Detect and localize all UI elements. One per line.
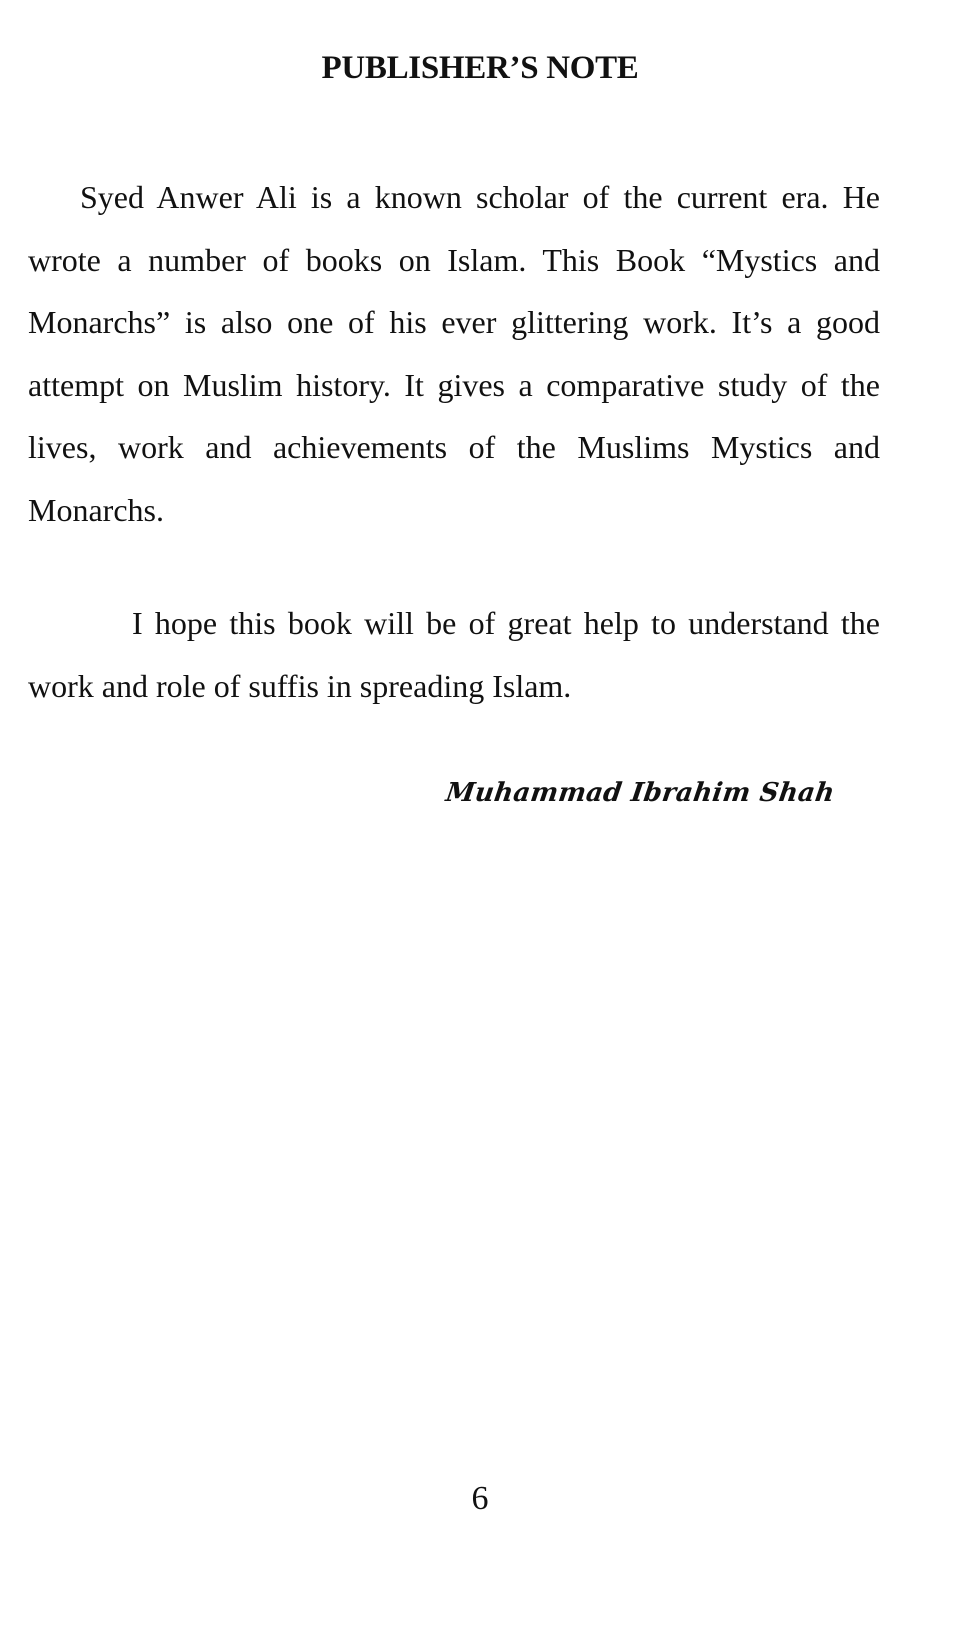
body-paragraph-2: I hope this book will be of great help to understand the work and role of suffis in spreading Islam. [28,605,880,704]
page-title: PUBLISHER’S NOTE [321,50,639,86]
body-paragraph-1: Syed Anwer Ali is a known scholar of the current era. He wrote a number of books on Islam. This Book “Mystics and Monarchs” is also one of his ever glittering work. It’s a good attempt on Muslim history. It gives a comparative study of the lives, work and achievements of the Muslims Mystics and Monarchs. [28,179,880,528]
page-number: 6 [471,1480,489,1517]
author-signature: Muhammad Ibrahim Shah [443,778,837,808]
